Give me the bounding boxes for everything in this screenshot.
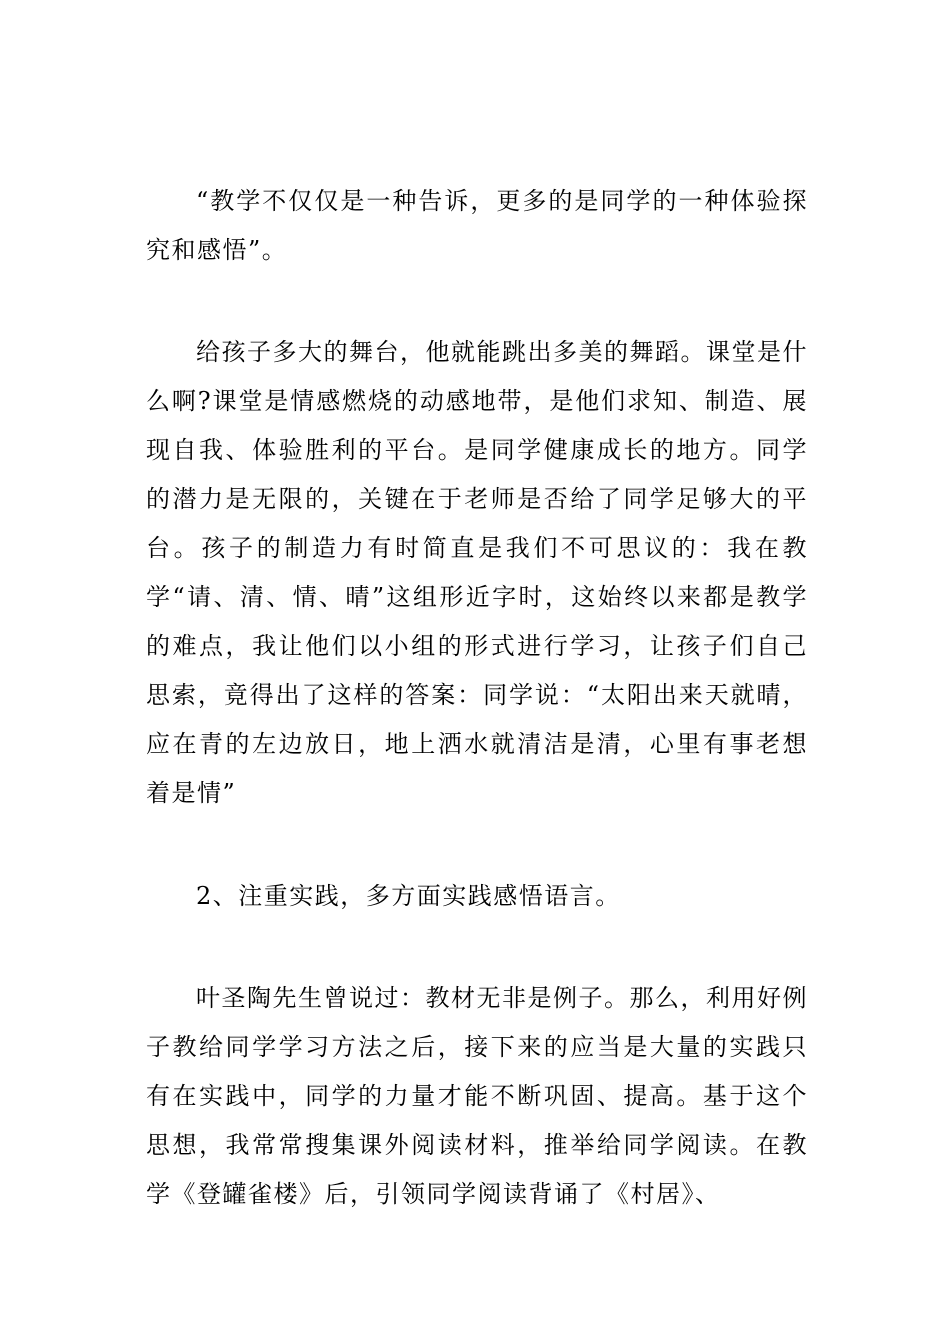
paragraph-ye-shengtao: 叶圣陶先生曾说过：教材无非是例子。那么，利用好例子教给同学学习方法之后，接下来的应当是大量的实践只有在实践中，同学的力量才能不断巩固、提高。基于这个思想，我常常搜集课外阅读材料，推举给同学阅读。在教学《登罐雀楼》后，引领同学阅读背诵了《村居》、	[146, 984, 808, 1208]
paragraph-classroom-stage: 给孩子多大的舞台，他就能跳出多美的舞蹈。课堂是什么啊?课堂是情感燃烧的动感地带，是他们求知、制造、展现自我、体验胜利的平台。是同学健康成长的地方。同学的潜力是无限的，关键在于老师是否给了同学足够大的平台。孩子的制造力有时简直是我们不可思议的：我在教学“请、清、情、晴”这组形近字时，这始终以来都是教学的难点，我让他们以小组的形式进行学习，让孩子们自己思索，竟得出了这样的答案：同学说：“太阳出来天就晴，应在青的左边放日，地上洒水就清洁是清，心里有事老想着是情”	[146, 338, 808, 807]
section-heading-practice: 2、注重实践，多方面实践感悟语言。	[196, 882, 621, 910]
paragraph-quote-teaching: “教学不仅仅是一种告诉，更多的是同学的一种体验探究和感悟”。	[146, 187, 808, 264]
